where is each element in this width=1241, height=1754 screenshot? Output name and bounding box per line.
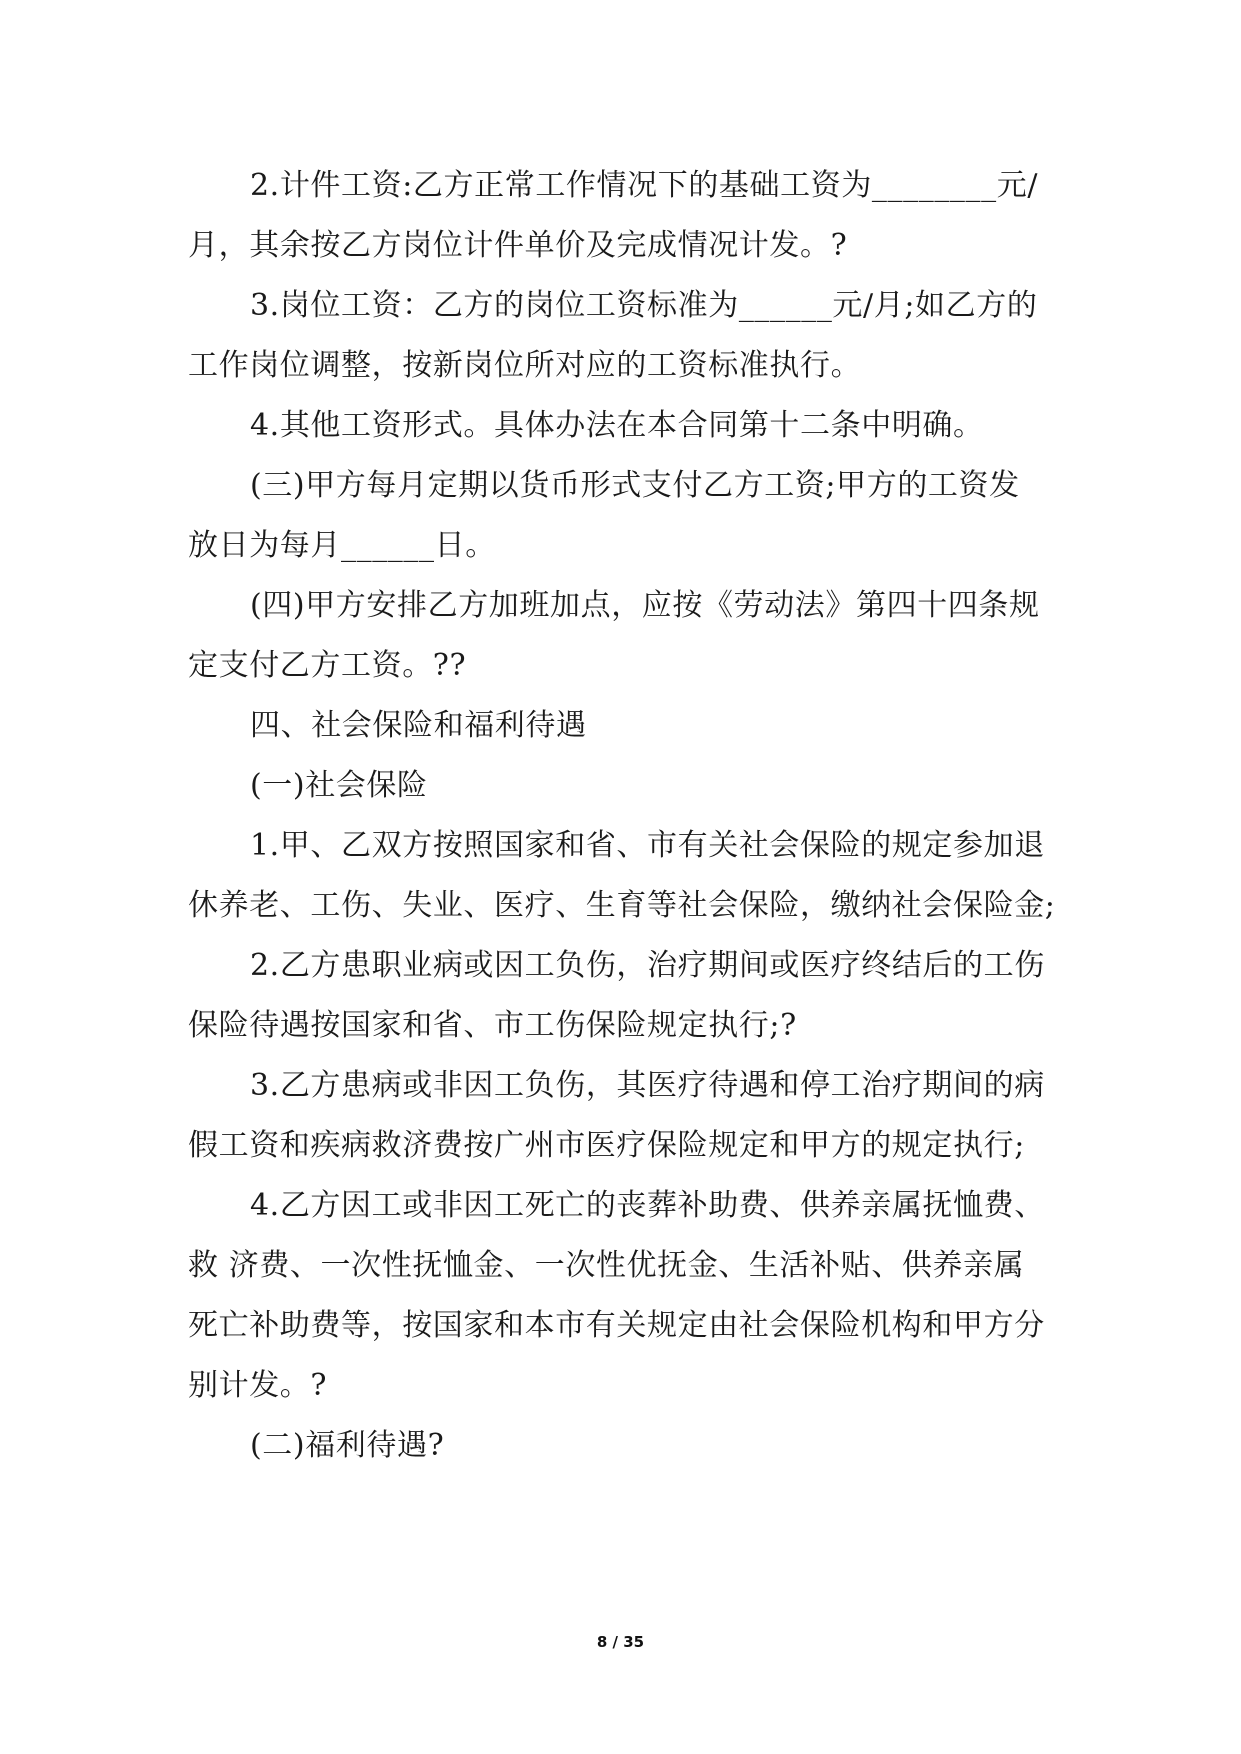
page-number: 8 / 35 <box>596 1633 645 1651</box>
paragraph-line: 休养老、工伤、失业、医疗、生育等社会保险，缴纳社会保险金; <box>188 888 1056 923</box>
paragraph-line: 3.岗位工资：乙方的岗位工资标准为______元/月;如乙方的 <box>250 288 1038 323</box>
subsection-heading: (二)福利待遇? <box>250 1428 445 1463</box>
paragraph-line: 2.乙方患职业病或因工负伤，治疗期间或医疗终结后的工伤 <box>250 948 1045 983</box>
paragraph-line: 保险待遇按国家和省、市工伤保险规定执行;? <box>188 1008 797 1043</box>
paragraph-line: (四)甲方安排乙方加班加点，应按《劳动法》第四十四条规 <box>250 588 1040 623</box>
paragraph-line: 救 济费、一次性抚恤金、一次性优抚金、生活补贴、供养亲属 <box>188 1248 1025 1283</box>
paragraph-line: 月，其余按乙方岗位计件单价及完成情况计发。? <box>188 228 848 263</box>
paragraph-line: 假工资和疾病救济费按广州市医疗保险规定和甲方的规定执行; <box>188 1128 1025 1163</box>
paragraph-line: (三)甲方每月定期以货币形式支付乙方工资;甲方的工资发 <box>250 468 1020 503</box>
paragraph-line: 定支付乙方工资。?? <box>188 648 467 683</box>
paragraph-line: 1.甲、乙双方按照国家和省、市有关社会保险的规定参加退 <box>250 828 1045 863</box>
paragraph-line: 死亡补助费等，按国家和本市有关规定由社会保险机构和甲方分 <box>188 1308 1045 1343</box>
paragraph-line: 别计发。? <box>188 1368 328 1403</box>
paragraph-line: 4.其他工资形式。具体办法在本合同第十二条中明确。 <box>250 408 984 443</box>
subsection-heading: (一)社会保险 <box>250 768 428 803</box>
paragraph-line: 2.计件工资:乙方正常工作情况下的基础工资为________元/ <box>250 168 1039 203</box>
paragraph-line: 3.乙方患病或非因工负伤，其医疗待遇和停工治疗期间的病 <box>250 1068 1045 1103</box>
paragraph-line: 工作岗位调整，按新岗位所对应的工资标准执行。 <box>188 348 862 383</box>
paragraph-line: 4.乙方因工或非因工死亡的丧葬补助费、供养亲属抚恤费、 <box>250 1188 1045 1223</box>
paragraph-line: 放日为每月______日。 <box>188 528 496 563</box>
section-heading: 四、社会保险和福利待遇 <box>250 708 587 743</box>
